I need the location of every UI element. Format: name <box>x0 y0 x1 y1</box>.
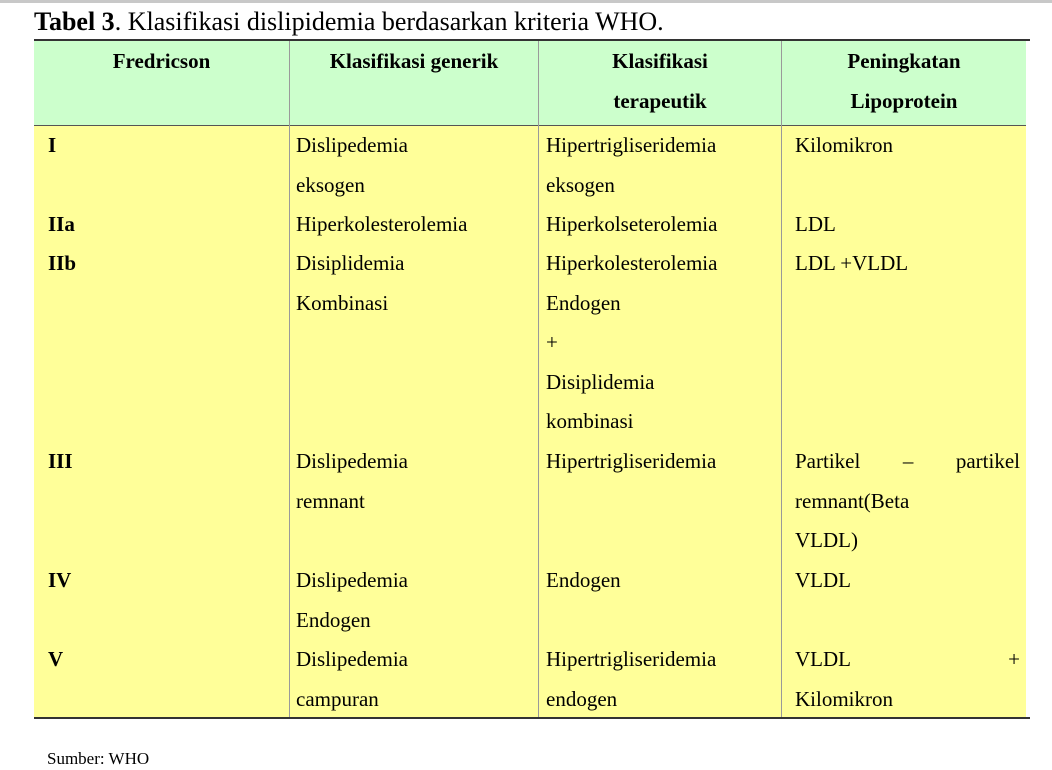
row-iia-therapeutic <box>546 205 717 245</box>
cell-line: Dislipedemia <box>296 568 408 592</box>
cell-line: + <box>546 330 558 354</box>
cell-line: Disiplidemia <box>546 369 655 394</box>
cell-line: Endogen <box>546 568 621 592</box>
row-iib-type <box>48 244 76 284</box>
cell-line: Hiperkolesterolemia <box>296 212 468 236</box>
header-generic <box>290 41 538 81</box>
caption-text: . Klasifikasi dislipidemia berdasarkan kriteria WHO. <box>114 7 664 36</box>
header-line: terapeutik <box>613 89 707 113</box>
row-v-lipoprotein <box>795 640 1020 719</box>
row-v-type <box>48 640 63 680</box>
row-iib-generic <box>296 244 405 323</box>
cell-line: remnant(Beta <box>795 488 910 513</box>
cell-line: eksogen <box>296 172 365 197</box>
cell-line: Hiperkolesterolemia <box>546 251 718 275</box>
cell-line: remnant <box>296 488 365 513</box>
column-divider <box>289 41 290 717</box>
source-note: Sumber: WHO <box>47 749 150 768</box>
cell-line: Partikel – partikel <box>795 449 1020 473</box>
row-i-lipoprotein <box>795 126 893 166</box>
cell-line: Kilomikron <box>795 686 893 711</box>
cell-line: IIb <box>48 251 77 275</box>
column-divider <box>538 41 539 717</box>
row-i-type <box>48 126 56 166</box>
row-iib-lipoprotein <box>795 244 908 284</box>
header-line: Peningkatan <box>847 49 961 73</box>
table-caption <box>34 6 664 38</box>
cell-line: VLDL + <box>795 647 1020 671</box>
row-iv-type <box>48 561 71 601</box>
row-iia-type <box>48 205 75 245</box>
row-v-therapeutic <box>546 640 716 719</box>
cell-line: Kilomikron <box>795 133 893 157</box>
row-v-generic <box>296 640 408 719</box>
cell-line: Dislipedemia <box>296 449 408 473</box>
row-iv-generic <box>296 561 408 640</box>
cell-line: campuran <box>296 686 379 711</box>
caption-label: Tabel 3 <box>34 7 115 36</box>
cell-line: Hipertrigliseridemia <box>546 133 717 157</box>
cell-line: III <box>48 449 73 473</box>
column-divider <box>781 41 782 717</box>
header-therapeutic <box>539 41 781 121</box>
row-iii-therapeutic <box>546 442 716 482</box>
cell-line: Hiperkolseterolemia <box>546 212 718 236</box>
cell-line: Dislipedemia <box>296 647 408 671</box>
header-lipoprotein <box>782 41 1026 121</box>
header-line: Klasifikasi <box>612 49 708 73</box>
row-iia-lipoprotein <box>795 205 836 245</box>
cell-line: Hipertrigliseridemia <box>546 647 717 671</box>
header-line: Lipoprotein <box>850 89 958 113</box>
dyslipidemia-table <box>34 39 1030 719</box>
row-i-generic <box>296 126 408 205</box>
header-fredricson <box>34 41 289 81</box>
cell-line: Disiplidemia <box>296 251 405 275</box>
cell-line: VLDL) <box>795 528 858 552</box>
cell-line: Endogen <box>546 290 621 315</box>
cell-line: Dislipedemia <box>296 133 408 157</box>
row-iii-generic <box>296 442 408 521</box>
cell-line: Hipertrigliseridemia <box>546 449 717 473</box>
row-iv-therapeutic <box>546 561 621 601</box>
header-line: Fredricson <box>112 49 211 73</box>
cell-line: I <box>48 133 57 157</box>
cell-line: IIa <box>48 212 75 236</box>
cell-line: kombinasi <box>546 409 634 433</box>
cell-line: Kombinasi <box>296 290 389 315</box>
table-header <box>34 41 1026 126</box>
cell-line: eksogen <box>546 172 615 197</box>
row-iv-lipoprotein <box>795 561 851 601</box>
top-border <box>0 0 1052 3</box>
row-i-therapeutic <box>546 126 716 205</box>
header-line: Klasifikasi generik <box>329 49 499 73</box>
row-iii-type <box>48 442 73 482</box>
cell-line: endogen <box>546 686 618 711</box>
row-iii-lipoprotein <box>795 442 1020 561</box>
cell-line: LDL <box>795 212 836 236</box>
row-iia-generic <box>296 205 467 245</box>
table-body <box>34 126 1026 717</box>
cell-line: Endogen <box>296 607 371 632</box>
cell-line: V <box>48 647 64 671</box>
cell-line: IV <box>48 568 72 592</box>
row-iib-therapeutic <box>546 244 717 442</box>
cell-line: LDL +VLDL <box>795 251 909 275</box>
cell-line: VLDL <box>795 568 851 592</box>
